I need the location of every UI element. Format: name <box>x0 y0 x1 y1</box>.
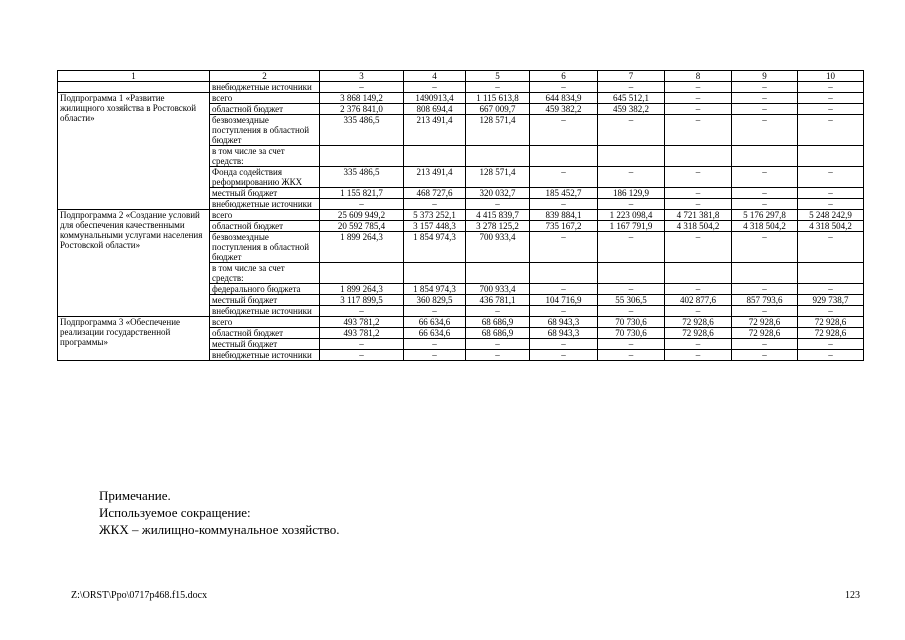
value-cell: 929 738,7 <box>798 295 864 306</box>
value-cell: 72 928,6 <box>732 328 798 339</box>
value-cell <box>665 263 732 284</box>
note-block <box>99 487 339 538</box>
value-cell: – <box>798 82 864 93</box>
value-cell: 644 834,9 <box>530 93 598 104</box>
value-cell: – <box>530 284 598 295</box>
value-cell <box>320 146 404 167</box>
value-cell: 3 278 125,2 <box>466 221 530 232</box>
value-cell: 68 943,3 <box>530 328 598 339</box>
value-cell: – <box>320 306 404 317</box>
value-cell: – <box>732 350 798 361</box>
value-cell: 70 730,6 <box>598 317 665 328</box>
value-cell: – <box>798 167 864 188</box>
value-cell: 1 854 974,3 <box>404 284 466 295</box>
value-cell: 55 306,5 <box>598 295 665 306</box>
subprogram-name: Подпрограмма 1 «Развитие жилищного хозяйства в Ростовской области» <box>58 93 210 210</box>
value-cell: 66 634,6 <box>404 317 466 328</box>
value-cell: – <box>665 93 732 104</box>
value-cell: – <box>665 167 732 188</box>
value-cell: – <box>598 306 665 317</box>
funding-source: всего <box>210 210 320 221</box>
value-cell: – <box>466 339 530 350</box>
value-cell: 186 129,9 <box>598 188 665 199</box>
value-cell: – <box>320 199 404 210</box>
value-cell: – <box>466 82 530 93</box>
value-cell: – <box>530 199 598 210</box>
value-cell: – <box>530 82 598 93</box>
header-cell: 4 <box>404 71 466 82</box>
value-cell <box>798 146 864 167</box>
value-cell: 839 884,1 <box>530 210 598 221</box>
value-cell: – <box>530 306 598 317</box>
value-cell: – <box>732 167 798 188</box>
value-cell: – <box>798 104 864 115</box>
funding-source: местный бюджет <box>210 339 320 350</box>
value-cell: – <box>798 306 864 317</box>
funding-source: местный бюджет <box>210 188 320 199</box>
funding-source: областной бюджет <box>210 328 320 339</box>
value-cell: 645 512,1 <box>598 93 665 104</box>
value-cell: 68 686,9 <box>466 328 530 339</box>
value-cell: 72 928,6 <box>665 317 732 328</box>
value-cell <box>320 263 404 284</box>
funding-source: областной бюджет <box>210 104 320 115</box>
value-cell: 1 223 098,4 <box>598 210 665 221</box>
value-cell: 128 571,4 <box>466 167 530 188</box>
value-cell: – <box>732 188 798 199</box>
value-cell: – <box>530 232 598 263</box>
funding-source: внебюджетные источники <box>210 82 320 93</box>
value-cell: 667 009,7 <box>466 104 530 115</box>
header-cell: 1 <box>58 71 210 82</box>
value-cell <box>665 146 732 167</box>
value-cell: – <box>598 339 665 350</box>
value-cell: – <box>798 339 864 350</box>
value-cell: 104 716,9 <box>530 295 598 306</box>
value-cell: 459 382,2 <box>598 104 665 115</box>
value-cell: – <box>665 104 732 115</box>
value-cell: 72 928,6 <box>665 328 732 339</box>
value-cell: – <box>665 339 732 350</box>
note-abbreviation: ЖКХ – жилищно-коммунальное хозяйство. <box>99 522 340 537</box>
value-cell: 857 793,6 <box>732 295 798 306</box>
value-cell <box>466 146 530 167</box>
value-cell: – <box>598 167 665 188</box>
funding-source: в том числе за счет средств: <box>210 146 320 167</box>
value-cell: 1 899 264,3 <box>320 232 404 263</box>
value-cell: – <box>530 339 598 350</box>
value-cell: 402 877,6 <box>665 295 732 306</box>
value-cell: 213 491,4 <box>404 167 466 188</box>
table-row <box>58 82 864 93</box>
value-cell <box>404 146 466 167</box>
value-cell: – <box>798 199 864 210</box>
value-cell: – <box>798 284 864 295</box>
value-cell: – <box>665 199 732 210</box>
value-cell: – <box>732 104 798 115</box>
value-cell: – <box>732 82 798 93</box>
value-cell: 335 486,5 <box>320 115 404 146</box>
header-cell: 6 <box>530 71 598 82</box>
value-cell: – <box>665 232 732 263</box>
value-cell: – <box>732 284 798 295</box>
funding-source: внебюджетные источники <box>210 350 320 361</box>
funding-source: Фонда содействия реформированию ЖКХ <box>210 167 320 188</box>
header-cell: 8 <box>665 71 732 82</box>
value-cell: – <box>798 350 864 361</box>
value-cell <box>404 263 466 284</box>
value-cell: – <box>665 284 732 295</box>
value-cell: – <box>598 115 665 146</box>
value-cell: – <box>732 232 798 263</box>
value-cell: – <box>598 232 665 263</box>
value-cell: 128 571,4 <box>466 115 530 146</box>
value-cell: 808 694,4 <box>404 104 466 115</box>
funding-source: всего <box>210 317 320 328</box>
value-cell <box>466 263 530 284</box>
value-cell: 5 248 242,9 <box>798 210 864 221</box>
value-cell: 1 854 974,3 <box>404 232 466 263</box>
value-cell: 3 117 899,5 <box>320 295 404 306</box>
header-cell: 9 <box>732 71 798 82</box>
value-cell: – <box>320 339 404 350</box>
value-cell: – <box>530 167 598 188</box>
value-cell: 1490913,4 <box>404 93 466 104</box>
funding-source: всего <box>210 93 320 104</box>
value-cell: 72 928,6 <box>798 328 864 339</box>
value-cell: – <box>404 339 466 350</box>
funding-source: местный бюджет <box>210 295 320 306</box>
value-cell: 185 452,7 <box>530 188 598 199</box>
table-row <box>58 210 864 221</box>
value-cell: – <box>598 350 665 361</box>
value-cell: – <box>732 339 798 350</box>
value-cell <box>598 146 665 167</box>
value-cell: 70 730,6 <box>598 328 665 339</box>
value-cell: 1 899 264,3 <box>320 284 404 295</box>
value-cell: 2 376 841,0 <box>320 104 404 115</box>
footer-file-path: Z:\ORST\Ppo\0717p468.f15.docx <box>71 590 208 601</box>
page-number: 123 <box>845 590 860 601</box>
budget-table <box>57 70 864 361</box>
value-cell: 360 829,5 <box>404 295 466 306</box>
funding-source: безвозмездные поступления в областной бюджет <box>210 232 320 263</box>
value-cell: – <box>665 188 732 199</box>
table-row <box>58 93 864 104</box>
header-cell: 2 <box>210 71 320 82</box>
value-cell: – <box>466 306 530 317</box>
value-cell: 72 928,6 <box>732 317 798 328</box>
funding-source: безвозмездные поступления в областной бюджет <box>210 115 320 146</box>
value-cell: 700 933,4 <box>466 284 530 295</box>
value-cell: 1 115 613,8 <box>466 93 530 104</box>
value-cell: 700 933,4 <box>466 232 530 263</box>
value-cell: – <box>732 115 798 146</box>
value-cell: – <box>466 350 530 361</box>
value-cell: – <box>665 82 732 93</box>
value-cell: 25 609 949,2 <box>320 210 404 221</box>
value-cell: 66 634,6 <box>404 328 466 339</box>
value-cell: 4 318 504,2 <box>798 221 864 232</box>
subprogram-name <box>58 82 210 93</box>
value-cell: 5 373 252,1 <box>404 210 466 221</box>
value-cell: 493 781,2 <box>320 317 404 328</box>
value-cell: 68 943,3 <box>530 317 598 328</box>
value-cell: – <box>466 199 530 210</box>
header-cell: 5 <box>466 71 530 82</box>
value-cell: – <box>798 188 864 199</box>
value-cell <box>530 146 598 167</box>
subprogram-name: Подпрограмма 2 «Создание условий для обеспечения качественными коммунальными услугами населения Ростовской области» <box>58 210 210 317</box>
value-cell: – <box>530 115 598 146</box>
value-cell: – <box>598 284 665 295</box>
value-cell: – <box>320 350 404 361</box>
value-cell: 1 167 791,9 <box>598 221 665 232</box>
value-cell: – <box>665 115 732 146</box>
value-cell: 213 491,4 <box>404 115 466 146</box>
value-cell: 20 592 785,4 <box>320 221 404 232</box>
value-cell: – <box>404 82 466 93</box>
value-cell: – <box>598 199 665 210</box>
value-cell: – <box>798 93 864 104</box>
value-cell: 4 415 839,7 <box>466 210 530 221</box>
value-cell: 72 928,6 <box>798 317 864 328</box>
header-cell: 3 <box>320 71 404 82</box>
value-cell: 3 157 448,3 <box>404 221 466 232</box>
value-cell: 320 032,7 <box>466 188 530 199</box>
value-cell <box>732 263 798 284</box>
note-subtitle: Используемое сокращение: <box>99 505 251 520</box>
value-cell: 68 686,9 <box>466 317 530 328</box>
value-cell: – <box>665 306 732 317</box>
funding-source: областной бюджет <box>210 221 320 232</box>
value-cell: 493 781,2 <box>320 328 404 339</box>
funding-source: в том числе за счет средств: <box>210 263 320 284</box>
value-cell: – <box>404 306 466 317</box>
value-cell: – <box>798 115 864 146</box>
value-cell <box>530 263 598 284</box>
header-row <box>58 71 864 82</box>
header-cell: 7 <box>598 71 665 82</box>
value-cell: – <box>404 350 466 361</box>
value-cell: – <box>404 199 466 210</box>
funding-source: федерального бюджета <box>210 284 320 295</box>
funding-source: внебюджетные источники <box>210 306 320 317</box>
value-cell: – <box>598 82 665 93</box>
value-cell: 4 318 504,2 <box>732 221 798 232</box>
value-cell <box>798 263 864 284</box>
value-cell: – <box>732 306 798 317</box>
value-cell <box>598 263 665 284</box>
value-cell: 3 868 149,2 <box>320 93 404 104</box>
value-cell: 5 176 297,8 <box>732 210 798 221</box>
value-cell: 335 486,5 <box>320 167 404 188</box>
value-cell: 468 727,6 <box>404 188 466 199</box>
value-cell: 436 781,1 <box>466 295 530 306</box>
subprogram-name: Подпрограмма 3 «Обеспечение реализации государственной программы» <box>58 317 210 361</box>
value-cell: 735 167,2 <box>530 221 598 232</box>
value-cell: – <box>732 93 798 104</box>
value-cell <box>732 146 798 167</box>
value-cell: 4 318 504,2 <box>665 221 732 232</box>
header-cell: 10 <box>798 71 864 82</box>
value-cell: – <box>665 350 732 361</box>
value-cell: – <box>798 232 864 263</box>
value-cell: 459 382,2 <box>530 104 598 115</box>
value-cell: – <box>530 350 598 361</box>
value-cell: – <box>320 82 404 93</box>
note-title: Примечание. <box>99 488 171 503</box>
value-cell: 1 155 821,7 <box>320 188 404 199</box>
funding-source: внебюджетные источники <box>210 199 320 210</box>
table-row <box>58 317 864 328</box>
value-cell: 4 721 381,8 <box>665 210 732 221</box>
value-cell: – <box>732 199 798 210</box>
